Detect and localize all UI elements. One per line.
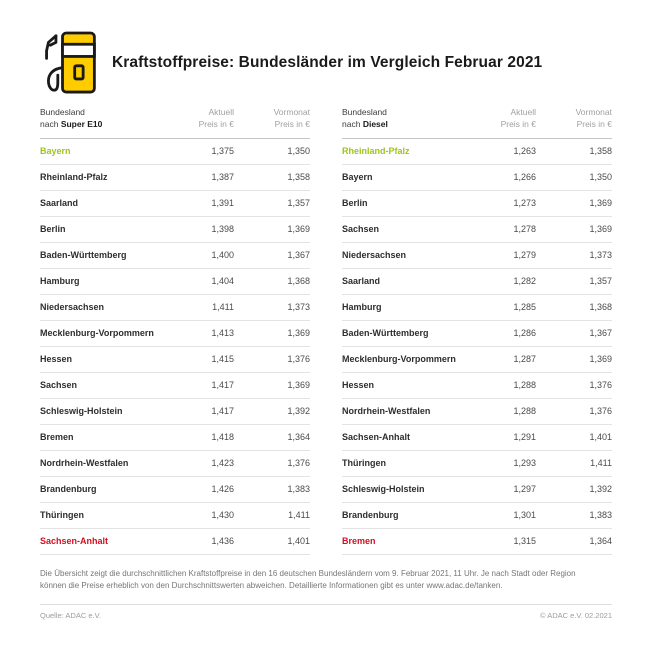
table-row [40,243,310,269]
state-name: Sachsen [342,224,380,235]
table-row [40,451,310,477]
current-price: 1,398 [211,224,234,235]
current-price: 1,282 [513,276,536,287]
column-header-bundesland-line1: Bundesland [40,107,85,117]
current-price: 1,279 [513,250,536,261]
table-row [342,503,612,529]
state-name: Brandenburg [40,484,97,495]
table-row [40,503,310,529]
table-row [342,529,612,555]
previous-price: 1,364 [589,536,612,547]
state-name: Hessen [40,354,73,365]
table-row [40,139,310,165]
table-row [342,425,612,451]
state-name: Rheinland-Pfalz [40,172,108,183]
fuel-prefix: nach [40,119,59,130]
current-price: 1,266 [513,172,536,183]
state-name: Sachsen-Anhalt [40,536,109,547]
previous-price: 1,369 [287,328,310,339]
table-row [342,191,612,217]
current-price: 1,411 [212,302,234,313]
current-price: 1,278 [513,224,536,235]
table-row [40,477,310,503]
table-row [40,529,310,555]
state-name: Brandenburg [342,510,399,521]
state-name: Bayern [40,146,71,157]
previous-price: 1,401 [589,432,612,443]
current-price: 1,417 [211,406,234,417]
previous-price: 1,367 [287,250,310,261]
previous-price: 1,392 [589,484,612,495]
previous-price: 1,392 [287,406,310,417]
previous-price: 1,369 [287,224,310,235]
previous-price: 1,350 [287,146,310,157]
current-price: 1,413 [211,328,234,339]
fuel-name: Super E10 [60,119,103,130]
table-header-super-e10 [40,106,310,139]
table-row [342,243,612,269]
current-price: 1,436 [211,536,234,547]
current-price: 1,391 [211,198,234,209]
table-row [342,217,612,243]
current-price: 1,273 [513,198,536,209]
previous-price: 1,358 [589,146,612,157]
state-name: Baden-Württemberg [342,328,429,339]
state-name: Bremen [342,536,376,547]
table-row [342,295,612,321]
current-price: 1,404 [211,276,234,287]
state-name: Hessen [342,380,375,391]
state-name: Hamburg [342,302,382,313]
table-row [342,347,612,373]
table-header-diesel [342,106,612,139]
table-row [342,399,612,425]
tables-container [40,106,612,555]
column-header-vormonat: Vormonat Preis in € [273,107,310,130]
table-row [40,269,310,295]
current-price: 1,387 [211,172,234,183]
previous-price: 1,369 [589,224,612,235]
previous-price: 1,373 [287,302,310,313]
fuel-name: Diesel [362,119,388,130]
table-row [342,139,612,165]
state-name: Schleswig-Holstein [40,406,123,417]
table-row [40,191,310,217]
table-row [342,373,612,399]
state-name: Saarland [40,198,79,209]
previous-price: 1,367 [589,328,612,339]
state-name: Saarland [342,276,381,287]
copyright-text: © ADAC e.V. 02.2021 [540,611,612,621]
current-price: 1,263 [513,146,536,157]
current-price: 1,426 [211,484,234,495]
current-price: 1,400 [211,250,234,261]
footer [40,611,612,620]
previous-price: 1,376 [589,380,612,391]
table-row [40,425,310,451]
previous-price: 1,364 [287,432,310,443]
previous-price: 1,368 [589,302,612,313]
state-name: Mecklenburg-Vorpommern [342,354,456,365]
previous-price: 1,357 [589,276,612,287]
column-header-aktuell: Aktuell Preis in € [198,107,234,130]
current-price: 1,288 [513,380,536,391]
state-name: Niedersachsen [342,250,407,261]
state-name: Mecklenburg-Vorpommern [40,328,154,339]
previous-price: 1,369 [589,198,612,209]
previous-price: 1,376 [287,354,310,365]
state-name: Rheinland-Pfalz [342,146,410,157]
column-header-bundesland-line1: Bundesland [342,107,387,117]
state-name: Nordrhein-Westfalen [342,406,431,417]
state-name: Sachsen-Anhalt [342,432,411,443]
previous-price: 1,383 [287,484,310,495]
current-price: 1,418 [211,432,234,443]
table-row [40,347,310,373]
state-name: Schleswig-Holstein [342,484,425,495]
table-body-diesel [342,139,612,555]
current-price: 1,417 [211,380,234,391]
state-name: Hamburg [40,276,80,287]
table-row [40,295,310,321]
previous-price: 1,376 [589,406,612,417]
previous-price: 1,401 [287,536,310,547]
current-price: 1,287 [513,354,536,365]
table-row [40,373,310,399]
previous-price: 1,357 [287,198,310,209]
previous-price: 1,358 [287,172,310,183]
table-super-e10 [40,106,310,555]
previous-price: 1,376 [287,458,310,469]
state-name: Bremen [40,432,74,443]
state-name: Thüringen [342,458,386,469]
state-name: Berlin [40,224,66,235]
page-title: Kraftstoffpreise: Bundesländer im Vergleich Februar 2021 [112,54,543,71]
current-price: 1,415 [211,354,234,365]
table-row [40,399,310,425]
current-price: 1,297 [513,484,536,495]
table-row [342,165,612,191]
table-row [40,217,310,243]
state-name: Niedersachsen [40,302,105,313]
current-price: 1,430 [211,510,234,521]
table-row [342,269,612,295]
table-row [40,165,310,191]
header [40,30,612,96]
previous-price: 1,369 [589,354,612,365]
current-price: 1,293 [513,458,536,469]
previous-price: 1,369 [287,380,310,391]
column-header-vormonat: Vormonat Preis in € [575,107,612,130]
state-name: Thüringen [40,510,84,521]
previous-price: 1,350 [589,172,612,183]
current-price: 1,286 [513,328,536,339]
current-price: 1,285 [513,302,536,313]
previous-price: 1,411 [288,510,310,521]
table-row [40,321,310,347]
previous-price: 1,368 [287,276,310,287]
state-name: Sachsen [40,380,78,391]
current-price: 1,423 [211,458,234,469]
previous-price: 1,383 [589,510,612,521]
table-row [342,321,612,347]
table-row [342,477,612,503]
table-body-super-e10 [40,139,310,555]
previous-price: 1,373 [589,250,612,261]
fuel-prefix: nach [342,119,361,130]
column-header-bundesland [342,106,466,131]
table-row [342,451,612,477]
state-name: Baden-Württemberg [40,250,127,261]
table-diesel [342,106,612,555]
current-price: 1,315 [513,536,536,547]
current-price: 1,288 [513,406,536,417]
column-header-bundesland [40,106,164,131]
state-name: Bayern [342,172,373,183]
current-price: 1,375 [211,146,234,157]
fuel-pump-icon [40,30,100,96]
current-price: 1,301 [513,510,536,521]
column-header-aktuell: Aktuell Preis in € [500,107,536,130]
state-name: Nordrhein-Westfalen [40,458,129,469]
state-name: Berlin [342,198,368,209]
footer-divider [40,604,612,605]
footnote: Die Übersicht zeigt die durchschnittlichen Kraftstoffpreise in den 16 deutschen Bundesländern vom 9. Februar 2021, 11 Uhr. Je nach Stadt oder Region können die Preise erheblich von den Durchschnittswerten abweichen. Detaillierte Informationen gibt es unter www.adac.de/tanken. [40,568,576,591]
source-text: Quelle: ADAC e.V. [40,611,102,621]
previous-price: 1,411 [590,458,612,469]
current-price: 1,291 [513,432,536,443]
